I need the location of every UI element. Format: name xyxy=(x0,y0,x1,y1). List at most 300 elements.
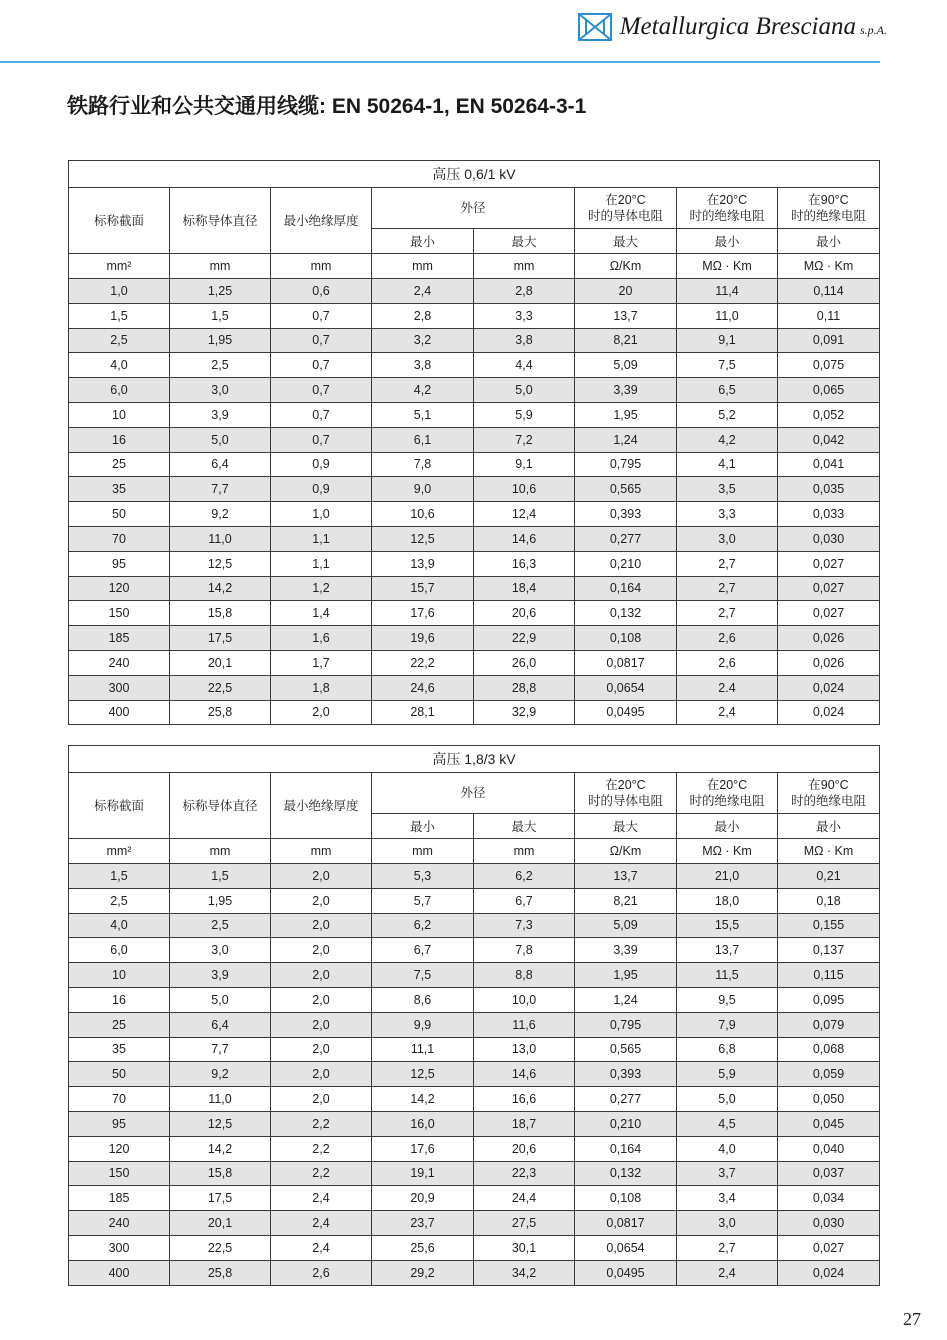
table-cell: 6,7 xyxy=(372,938,474,963)
table-cell: 0,050 xyxy=(778,1087,880,1112)
table-cell: 22,5 xyxy=(170,1235,271,1260)
col-header-insulation-resistance-90 xyxy=(778,188,880,229)
table-row xyxy=(69,1087,880,1112)
table-cell: 1,1 xyxy=(271,551,372,576)
table-row xyxy=(69,353,880,378)
table-cell: 0,108 xyxy=(575,1186,677,1211)
table-cell: 16,6 xyxy=(474,1087,575,1112)
table-cell: 32,9 xyxy=(474,700,575,725)
table-cell: 0,0654 xyxy=(575,675,677,700)
table-row xyxy=(69,1062,880,1087)
table-cell: 70 xyxy=(69,1087,170,1112)
table-cell: 0,9 xyxy=(271,452,372,477)
unit-cell: mm xyxy=(372,839,474,864)
page-number: 27 xyxy=(903,1309,921,1329)
unit-cell: MΩ · Km xyxy=(677,839,778,864)
table-cell: 6,0 xyxy=(69,938,170,963)
table-cell: 27,5 xyxy=(474,1211,575,1236)
table-cell: 8,8 xyxy=(474,963,575,988)
table-cell: 6,7 xyxy=(474,888,575,913)
table-cell: 35 xyxy=(69,1037,170,1062)
table-cell: 0,795 xyxy=(575,452,677,477)
table-cell: 5,9 xyxy=(677,1062,778,1087)
table-voltage-row xyxy=(69,746,880,773)
table-row xyxy=(69,502,880,527)
table-cell: 1,95 xyxy=(575,402,677,427)
col-subheader: 最大 xyxy=(575,814,677,839)
table-cell: 1,95 xyxy=(170,328,271,353)
table-row xyxy=(69,551,880,576)
table-cell: 0,393 xyxy=(575,502,677,527)
col-header-insulation-resistance-90-line: 在90°C xyxy=(808,778,849,792)
table-cell: 3,2 xyxy=(372,328,474,353)
table-cell: 2,5 xyxy=(69,328,170,353)
table-cell: 1,5 xyxy=(69,303,170,328)
table-row xyxy=(69,987,880,1012)
table-cell: 30,1 xyxy=(474,1235,575,1260)
table-cell: 240 xyxy=(69,650,170,675)
table-cell: 6,1 xyxy=(372,427,474,452)
table-cell: 3,5 xyxy=(677,477,778,502)
table-row xyxy=(69,1161,880,1186)
table-cell: 0,210 xyxy=(575,551,677,576)
table-cell: 0,132 xyxy=(575,1161,677,1186)
table-cell: 2,0 xyxy=(271,938,372,963)
table-cell: 29,2 xyxy=(372,1260,474,1285)
table-row xyxy=(69,378,880,403)
table-cell: 0,095 xyxy=(778,987,880,1012)
table-cell: 5,0 xyxy=(474,378,575,403)
table-cell: 11,0 xyxy=(677,303,778,328)
table-cell: 0,079 xyxy=(778,1012,880,1037)
unit-cell: Ω/Km xyxy=(575,254,677,279)
col-subheader: 最小 xyxy=(372,229,474,254)
col-header-insulation-resistance-90-line: 在90°C xyxy=(808,193,849,207)
table-cell: 185 xyxy=(69,1186,170,1211)
table-cell: 20,1 xyxy=(170,1211,271,1236)
table-cell: 24,6 xyxy=(372,675,474,700)
table-cell: 0,137 xyxy=(778,938,880,963)
col-header-conductor-resistance-line: 在20°C xyxy=(605,193,646,207)
table-cell: 4,2 xyxy=(677,427,778,452)
unit-cell: mm xyxy=(271,839,372,864)
table-cell: 4,2 xyxy=(372,378,474,403)
table-cell: 1,95 xyxy=(170,888,271,913)
table-cell: 2,5 xyxy=(170,913,271,938)
table-cell: 14,6 xyxy=(474,1062,575,1087)
brand-name: Metallurgica Bresciana s.p.A. xyxy=(619,13,887,40)
table-row xyxy=(69,1136,880,1161)
table-header-row xyxy=(69,188,880,229)
table-cell: 185 xyxy=(69,626,170,651)
table-cell: 70 xyxy=(69,526,170,551)
table-cell: 16,3 xyxy=(474,551,575,576)
table-cell: 10,6 xyxy=(474,477,575,502)
table-cell: 14,6 xyxy=(474,526,575,551)
table-cell: 12,5 xyxy=(372,1062,474,1087)
table-cell: 17,6 xyxy=(372,1136,474,1161)
table-cell: 9,5 xyxy=(677,987,778,1012)
table-cell: 0,027 xyxy=(778,576,880,601)
table-cell: 0,027 xyxy=(778,1235,880,1260)
table-cell: 3,0 xyxy=(677,1211,778,1236)
table-cell: 3,9 xyxy=(170,963,271,988)
table-cell: 2,7 xyxy=(677,1235,778,1260)
table-cell: 2,6 xyxy=(677,626,778,651)
table-cell: 2,4 xyxy=(271,1186,372,1211)
table-row xyxy=(69,427,880,452)
unit-cell: mm xyxy=(271,254,372,279)
col-subheader: 最大 xyxy=(474,814,575,839)
table-voltage-row xyxy=(69,161,880,188)
table-cell: 1,0 xyxy=(271,502,372,527)
table-cell: 7,7 xyxy=(170,477,271,502)
table-cell: 25 xyxy=(69,1012,170,1037)
table-cell: 5,0 xyxy=(170,987,271,1012)
table-cell: 0,045 xyxy=(778,1111,880,1136)
table-cell: 4,1 xyxy=(677,452,778,477)
table-cell: 15,8 xyxy=(170,1161,271,1186)
table-cell: 11,5 xyxy=(677,963,778,988)
table-row xyxy=(69,279,880,304)
table-cell: 2.4 xyxy=(677,675,778,700)
table-cell: 0,037 xyxy=(778,1161,880,1186)
table-cell: 9,1 xyxy=(474,452,575,477)
table-row xyxy=(69,402,880,427)
table-cell: 0,277 xyxy=(575,526,677,551)
table-cell: 1,5 xyxy=(170,303,271,328)
table-cell: 0,108 xyxy=(575,626,677,651)
table-cell: 2,6 xyxy=(677,650,778,675)
table-cell: 3,39 xyxy=(575,378,677,403)
table-cell: 120 xyxy=(69,1136,170,1161)
table-cell: 1,8 xyxy=(271,675,372,700)
company-logo xyxy=(578,12,887,42)
unit-cell: MΩ · Km xyxy=(677,254,778,279)
table-cell: 4,5 xyxy=(677,1111,778,1136)
table-cell: 0,024 xyxy=(778,675,880,700)
table-cell: 6,5 xyxy=(677,378,778,403)
table-cell: 4,0 xyxy=(677,1136,778,1161)
col-subheader: 最小 xyxy=(778,814,880,839)
col-subheader: 最小 xyxy=(372,814,474,839)
table-cell: 5,3 xyxy=(372,864,474,889)
table-cell: 2,4 xyxy=(372,279,474,304)
table-cell: 1,4 xyxy=(271,601,372,626)
table-cell: 11,0 xyxy=(170,1087,271,1112)
table-cell: 1,2 xyxy=(271,576,372,601)
table-cell: 50 xyxy=(69,1062,170,1087)
table-cell: 0,7 xyxy=(271,353,372,378)
table-row xyxy=(69,1260,880,1285)
table-cell: 22,2 xyxy=(372,650,474,675)
table-cell: 2,7 xyxy=(677,576,778,601)
table-cell: 95 xyxy=(69,551,170,576)
header-divider xyxy=(0,61,880,63)
table-header-row xyxy=(69,773,880,814)
table-cell: 0,065 xyxy=(778,378,880,403)
table-cell: 0,034 xyxy=(778,1186,880,1211)
table-cell: 0,030 xyxy=(778,1211,880,1236)
table-cell: 22,3 xyxy=(474,1161,575,1186)
col-header-insulation-resistance-90-line: 时的绝缘电阻 xyxy=(791,209,867,223)
table-cell: 13,0 xyxy=(474,1037,575,1062)
table-cell: 3,0 xyxy=(170,378,271,403)
table-cell: 2,0 xyxy=(271,963,372,988)
table-cell: 7,3 xyxy=(474,913,575,938)
table-cell: 20,6 xyxy=(474,601,575,626)
table-cell: 0,277 xyxy=(575,1087,677,1112)
table-cell: 8,6 xyxy=(372,987,474,1012)
table-cell: 0,155 xyxy=(778,913,880,938)
col-header-insulation-resistance-20-line: 在20°C xyxy=(706,778,748,792)
table-row xyxy=(69,303,880,328)
table-cell: 2,2 xyxy=(271,1136,372,1161)
table-row xyxy=(69,1235,880,1260)
table-cell: 11,0 xyxy=(170,526,271,551)
table-cell: 17,6 xyxy=(372,601,474,626)
table-cell: 300 xyxy=(69,675,170,700)
col-subheader: 最小 xyxy=(778,229,880,254)
col-header-insulation-resistance-20 xyxy=(677,773,778,814)
table-cell: 240 xyxy=(69,1211,170,1236)
table-cell: 0,7 xyxy=(271,402,372,427)
table-cell: 2,5 xyxy=(69,888,170,913)
table-cell: 0,041 xyxy=(778,452,880,477)
table-cell: 25,8 xyxy=(170,700,271,725)
table-row xyxy=(69,650,880,675)
col-header-insulation-resistance-90 xyxy=(778,773,880,814)
table-cell: 1,5 xyxy=(69,864,170,889)
table-cell: 3,9 xyxy=(170,402,271,427)
table-cell: 2,4 xyxy=(677,1260,778,1285)
table-cell: 6,2 xyxy=(372,913,474,938)
table-cell: 20,9 xyxy=(372,1186,474,1211)
unit-cell: MΩ · Km xyxy=(778,839,880,864)
table-cell: 13,7 xyxy=(575,303,677,328)
table-cell: 16 xyxy=(69,427,170,452)
table-cell: 1,0 xyxy=(69,279,170,304)
table-cell: 13,7 xyxy=(575,864,677,889)
table-row xyxy=(69,938,880,963)
spec-table-1.8-3kv xyxy=(68,745,880,1286)
table-cell: 0,21 xyxy=(778,864,880,889)
col-subheader: 最小 xyxy=(677,229,778,254)
table-cell: 0,026 xyxy=(778,626,880,651)
table-cell: 7,5 xyxy=(677,353,778,378)
unit-cell: mm xyxy=(474,254,575,279)
page-header xyxy=(0,0,947,64)
col-header-min-insulation: 最小绝缘厚度 xyxy=(271,188,372,254)
table-cell: 1,24 xyxy=(575,987,677,1012)
table-cell: 5,0 xyxy=(170,427,271,452)
table-cell: 0,030 xyxy=(778,526,880,551)
col-header-conductor-resistance-line: 在20°C xyxy=(605,778,646,792)
table-row xyxy=(69,477,880,502)
col-header-conductor-resistance xyxy=(575,188,677,229)
table-cell: 20,1 xyxy=(170,650,271,675)
table-cell: 4,0 xyxy=(69,353,170,378)
table-cell: 3,7 xyxy=(677,1161,778,1186)
table-cell: 2,0 xyxy=(271,913,372,938)
table-cell: 5,7 xyxy=(372,888,474,913)
table-cell: 3,8 xyxy=(474,328,575,353)
table-cell: 25,8 xyxy=(170,1260,271,1285)
table-cell: 0,114 xyxy=(778,279,880,304)
table-cell: 7,8 xyxy=(474,938,575,963)
table-cell: 2,8 xyxy=(474,279,575,304)
col-header-nominal-section: 标称截面 xyxy=(69,188,170,254)
table-cell: 3,3 xyxy=(677,502,778,527)
table-cell: 0,11 xyxy=(778,303,880,328)
table-units-row xyxy=(69,254,880,279)
table-row xyxy=(69,888,880,913)
logo-mark-icon xyxy=(578,12,612,42)
table-cell: 150 xyxy=(69,1161,170,1186)
table-cell: 0,393 xyxy=(575,1062,677,1087)
table-cell: 13,7 xyxy=(677,938,778,963)
col-header-conductor-resistance-line: 时的导体电阻 xyxy=(587,209,663,223)
table-cell: 9,2 xyxy=(170,1062,271,1087)
table-cell: 7,9 xyxy=(677,1012,778,1037)
table-cell: 0,0495 xyxy=(575,700,677,725)
table-row xyxy=(69,1012,880,1037)
table-cell: 5,2 xyxy=(677,402,778,427)
table-cell: 6,2 xyxy=(474,864,575,889)
table-cell: 25 xyxy=(69,452,170,477)
table-cell: 11,1 xyxy=(372,1037,474,1062)
table-cell: 2,6 xyxy=(271,1260,372,1285)
table-cell: 21,0 xyxy=(677,864,778,889)
table-cell: 0,164 xyxy=(575,576,677,601)
table-cell: 400 xyxy=(69,1260,170,1285)
table-row xyxy=(69,700,880,725)
table-cell: 3,8 xyxy=(372,353,474,378)
unit-cell: mm xyxy=(170,839,271,864)
table-cell: 3,4 xyxy=(677,1186,778,1211)
unit-cell: mm xyxy=(170,254,271,279)
table-cell: 2,5 xyxy=(170,353,271,378)
table-cell: 0,024 xyxy=(778,700,880,725)
table-cell: 0,18 xyxy=(778,888,880,913)
table-cell: 10 xyxy=(69,963,170,988)
table-cell: 0,040 xyxy=(778,1136,880,1161)
table-voltage-title: 高压 0,6/1 kV xyxy=(69,161,880,188)
table-cell: 0,075 xyxy=(778,353,880,378)
table-cell: 7,7 xyxy=(170,1037,271,1062)
table-cell: 22,5 xyxy=(170,675,271,700)
table-cell: 5,1 xyxy=(372,402,474,427)
page-title: 铁路行业和公共交通用线缆: EN 50264-1, EN 50264-3-1 xyxy=(67,95,587,118)
col-header-insulation-resistance-20-line: 时的绝缘电阻 xyxy=(689,209,765,223)
table-cell: 28,8 xyxy=(474,675,575,700)
table-cell: 6,8 xyxy=(677,1037,778,1062)
table-cell: 50 xyxy=(69,502,170,527)
table-cell: 0,024 xyxy=(778,1260,880,1285)
table-cell: 18,0 xyxy=(677,888,778,913)
table-cell: 28,1 xyxy=(372,700,474,725)
table-cell: 1,6 xyxy=(271,626,372,651)
table-row xyxy=(69,675,880,700)
table-cell: 0,164 xyxy=(575,1136,677,1161)
table-cell: 8,21 xyxy=(575,328,677,353)
table-cell: 2,2 xyxy=(271,1111,372,1136)
table-row xyxy=(69,452,880,477)
table-cell: 12,5 xyxy=(372,526,474,551)
table-cell: 19,1 xyxy=(372,1161,474,1186)
table-cell: 23,7 xyxy=(372,1211,474,1236)
table-cell: 3,0 xyxy=(170,938,271,963)
table-cell: 2,2 xyxy=(271,1161,372,1186)
table-cell: 10 xyxy=(69,402,170,427)
table-cell: 1,24 xyxy=(575,427,677,452)
table-cell: 2,0 xyxy=(271,987,372,1012)
table-cell: 22,9 xyxy=(474,626,575,651)
table-cell: 20,6 xyxy=(474,1136,575,1161)
col-header-conductor-resistance-line: 时的导体电阻 xyxy=(587,794,663,808)
table-cell: 0,035 xyxy=(778,477,880,502)
table-voltage-title: 高压 1,8/3 kV xyxy=(69,746,880,773)
table-cell: 3,3 xyxy=(474,303,575,328)
table-cell: 2,4 xyxy=(271,1211,372,1236)
table-row xyxy=(69,1037,880,1062)
table-cell: 35 xyxy=(69,477,170,502)
table-cell: 9,0 xyxy=(372,477,474,502)
table-row xyxy=(69,864,880,889)
table-cell: 0,0495 xyxy=(575,1260,677,1285)
table-cell: 1,25 xyxy=(170,279,271,304)
table-row xyxy=(69,1211,880,1236)
table-cell: 12,5 xyxy=(170,551,271,576)
table-cell: 6,4 xyxy=(170,1012,271,1037)
table-cell: 0,0654 xyxy=(575,1235,677,1260)
table-cell: 0,9 xyxy=(271,477,372,502)
table-cell: 2,4 xyxy=(677,700,778,725)
col-header-insulation-resistance-20-line: 在20°C xyxy=(706,193,748,207)
table-row xyxy=(69,328,880,353)
table-cell: 25,6 xyxy=(372,1235,474,1260)
table-cell: 3,39 xyxy=(575,938,677,963)
table-cell: 3,0 xyxy=(677,526,778,551)
spec-table-0.6-1kv xyxy=(68,160,880,725)
table-cell: 1,95 xyxy=(575,963,677,988)
table-cell: 7,8 xyxy=(372,452,474,477)
table-cell: 18,7 xyxy=(474,1111,575,1136)
table-cell: 15,7 xyxy=(372,576,474,601)
table-row xyxy=(69,626,880,651)
table-cell: 0,042 xyxy=(778,427,880,452)
table-cell: 4,0 xyxy=(69,913,170,938)
table-cell: 26,0 xyxy=(474,650,575,675)
col-header-insulation-resistance-20 xyxy=(677,188,778,229)
table-cell: 15,8 xyxy=(170,601,271,626)
table-cell: 16 xyxy=(69,987,170,1012)
table-row xyxy=(69,963,880,988)
table-cell: 12,4 xyxy=(474,502,575,527)
table-cell: 2,0 xyxy=(271,1037,372,1062)
table-cell: 14,2 xyxy=(170,576,271,601)
table-cell: 0,027 xyxy=(778,601,880,626)
col-header-conductor-resistance xyxy=(575,773,677,814)
table-cell: 5,09 xyxy=(575,353,677,378)
unit-cell: mm xyxy=(372,254,474,279)
table-cell: 18,4 xyxy=(474,576,575,601)
col-header-outer-diameter: 外径 xyxy=(372,773,575,814)
table-cell: 2,7 xyxy=(677,601,778,626)
table-cell: 0,132 xyxy=(575,601,677,626)
table-cell: 2,8 xyxy=(372,303,474,328)
table-cell: 0,115 xyxy=(778,963,880,988)
